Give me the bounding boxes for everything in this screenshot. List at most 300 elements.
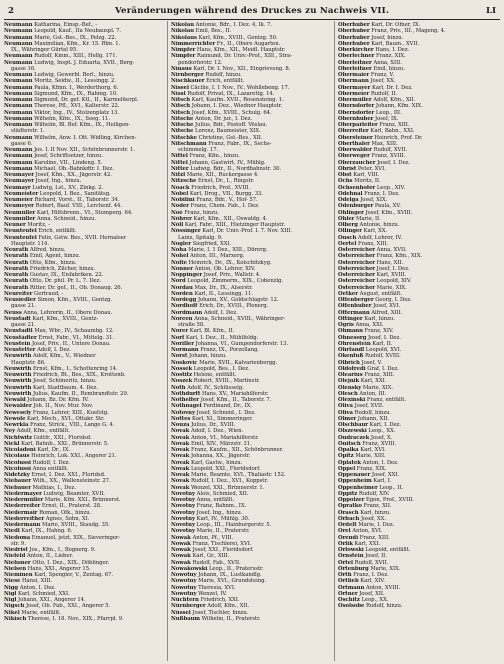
entry-surname: Okenfuß <box>338 353 364 360</box>
entry-surname: Neuss <box>4 309 22 316</box>
entry-surname: Noha <box>171 247 187 253</box>
entry-details: Karl, hinzu. <box>360 509 391 516</box>
entry-details: Karl, Hilfsbrenn., VI., Stumperg. 64. <box>36 209 133 216</box>
entry-details: Josef, Kfm., II., Taborstr. 7. <box>200 397 272 403</box>
entry-surname: Nowotny <box>171 584 197 591</box>
entry-surname: Nitsch <box>171 109 191 116</box>
entry-surname: Ödenburger <box>338 203 374 210</box>
entry-details: Franz, XII. <box>363 503 392 510</box>
entry-details: Marie, entfällt. <box>21 609 61 616</box>
entry-surname: Obernhuber <box>338 115 374 122</box>
entry-surname: Nickl <box>4 440 20 447</box>
entry-details: Erich, Dr., XVIII., Plenerg. <box>199 303 269 310</box>
entry-details: Rudolf, XIV. <box>358 490 390 497</box>
entry-details: Karl, hinzu. <box>364 315 395 322</box>
entry-details: Josef, I. Dez. <box>377 159 411 166</box>
entry-details: Karl, Dr. Ofner, IX. <box>371 22 421 28</box>
entry-details: Anton, VI., Mariahilferstr. <box>190 434 259 441</box>
entry-surname: Nissel <box>171 84 189 91</box>
entry-details: Johann, Gastwirt, IV., Mühlg. <box>189 159 266 166</box>
entry-surname: Nössinger <box>171 228 201 235</box>
entry-surname: Nitsche <box>171 115 194 122</box>
entry-details: Max, Wbr., IV., Schaumbg. 12. <box>34 328 114 335</box>
entry-surname: Ortmann <box>338 584 365 591</box>
entry-details: Franz, XIV. <box>364 328 394 335</box>
entry-surname: Ogris <box>338 322 354 328</box>
entry-details: August, entfällt. <box>359 290 403 297</box>
entry-surname: Nissl <box>171 90 186 97</box>
entry-surname: Offenhuber <box>338 303 372 310</box>
entry-details: Karl, Mech., XVI., Ottakr. Str. <box>27 415 105 422</box>
entry-details: Marie, Kfm. XXI., Brünnerst. <box>44 497 121 503</box>
entry-surname: Oberhuber <box>338 22 370 28</box>
entry-details: Emil, Agent, hinzu. <box>29 253 81 260</box>
entry-details: Felix, Gstw. Bes., XVII. Hernalser <box>38 234 127 241</box>
entry-surname: Oberthaler <box>338 140 370 147</box>
entry-details: Hans, I. Dez. <box>375 47 410 53</box>
entry-surname: Neumann <box>4 28 33 35</box>
entry-details: Rudolf, hinzu. <box>354 409 392 416</box>
entry-surname: Niebauer <box>4 484 31 491</box>
entry-surname: Ortenburg <box>338 565 369 572</box>
entry-surname: Newald <box>4 397 26 403</box>
entry-details: Josef, Kfm., XX., Jägerstr. 42. <box>35 172 112 178</box>
entry-details: Karl, II. <box>372 340 393 347</box>
entry-surname: Neumayer <box>4 178 34 185</box>
entry-details: Hans, XV., Mariahilferstr. <box>201 390 269 397</box>
entry-surname: Orendi <box>338 534 359 541</box>
entry-details: Anton, Pf., VIII. <box>192 534 234 541</box>
entry-surname: Olensky <box>338 384 362 391</box>
entry-surname: Neumann <box>4 22 33 28</box>
entry-details: Franz, Strick., VIII., Lange G. 4. <box>29 422 115 428</box>
page-number-right: LI <box>485 6 496 16</box>
entry-surname: Nikel <box>4 609 20 616</box>
entry-surname: Olbrich <box>338 359 360 366</box>
entry-surname: Nürnberger <box>171 603 206 610</box>
entry-details: Rudolf, Kmm., XIII., Hellg. 171. <box>34 53 118 60</box>
entry-surname: Nikolau <box>171 28 195 35</box>
entry-details: Karl, Fabr., XIII., Hietzinger Hauptstr. <box>184 222 285 228</box>
entry-surname: Nicoladoni <box>4 447 36 453</box>
entry-surname: Novotny <box>171 528 196 535</box>
entry-details: Raimund, Dr. Univ.-Prof., XIII., Stra- <box>196 53 292 60</box>
entry-surname: Nowak <box>171 553 191 560</box>
entry-details: Marie, XVI., Grundsteing. <box>198 578 267 585</box>
entry-details: Franz, Bahnm., IX. <box>196 503 247 510</box>
entry-surname: Noack <box>171 184 190 191</box>
entry-details: Karl, Kfm., XVIII., Gentz- <box>32 315 99 322</box>
entry-surname: Obrist <box>338 165 357 172</box>
entry-surname: Neumayer <box>4 172 34 178</box>
entry-surname: Oberzaucher <box>338 159 376 166</box>
entry-details: Franz, XVIII. <box>371 153 406 160</box>
entry-surname: Novak <box>171 478 190 485</box>
entry-details: Rudolf, XVIII. <box>364 353 401 360</box>
entry-surname: Önsch <box>338 234 357 241</box>
entry-surname: Oppolzer <box>338 497 365 503</box>
entry-surname: Norden <box>171 290 193 297</box>
entry-surname: Neustadt <box>4 315 31 322</box>
entry-surname: Norer <box>171 328 189 335</box>
entry-surname: Neumann <box>4 103 33 110</box>
entry-surname: Neuner <box>4 222 26 228</box>
entry-surname: Noé <box>171 209 183 216</box>
entry-details: Karl, XVIII. <box>376 272 407 278</box>
entry-surname: Nimpfer <box>171 47 196 53</box>
entry-surname: Novotny <box>171 503 196 510</box>
entry-details: Graf, I. Dez. <box>367 365 399 372</box>
entry-details: Moritz, - <box>27 222 50 228</box>
entry-details: Franz, I. Dez. <box>364 190 400 197</box>
entry-details: Anna, Schneid., XVIII., Währinger- <box>194 315 286 322</box>
entry-surname: Neumann <box>4 134 33 141</box>
entry-surname: Oberkircher <box>338 47 374 53</box>
entry-details: Julius, Kaufm. II., Rembrandtstr. 29. <box>32 390 129 397</box>
entry-details: Josef, XIX. <box>360 197 388 203</box>
entry-surname: Obermayer <box>338 84 371 91</box>
entry-details: Ernst, Dr., I., Ringstr. <box>197 178 255 185</box>
entry-surname: Nitsche <box>171 122 194 128</box>
entry-details: Julius, Dr., XVIII. <box>191 422 236 428</box>
entry-details: Helene, entfällt. <box>193 372 237 378</box>
entry-surname: Nowotny <box>171 590 197 597</box>
entry-surname: Ortlieb <box>338 578 359 585</box>
entry-details: Hans, XXI., Angerer 15. <box>27 565 91 572</box>
entry-surname: Nittel <box>171 159 188 166</box>
entry-surname: Nordau <box>171 284 193 291</box>
entry-details: Franz, Priv., III., Mageng. 4. <box>371 28 446 35</box>
entry-details: Leopold, Kauf., IIa Neubauspl. 7. <box>34 28 122 35</box>
entry-details: Josef, Ing., hinzu. <box>196 509 243 516</box>
entry-surname: Nicolaus <box>4 453 30 460</box>
entry-surname: Orlik <box>338 540 353 547</box>
entry-surname: Noskovic <box>171 359 198 366</box>
entry-surname: Österreicher <box>338 284 376 291</box>
entry-details: Leopold, Zimmerm., XIX., Cobenzlg. <box>187 278 284 285</box>
entry-surname: Neumann <box>4 90 33 97</box>
entry-details: Ernst, Kfm., I., Schottenring 14. <box>32 365 118 372</box>
entry-details: gasse 6. <box>11 140 33 147</box>
entry-surname: Nobel <box>171 190 189 197</box>
entry-details: Wilhelm, Bl. Bef. Kfm., IX., Heiligen- <box>34 122 131 128</box>
entry-details: Adolf, Kfm., XII. <box>207 603 250 610</box>
entry-details: Richard, Vorst., II., Taborstr. 34. <box>34 197 120 203</box>
entry-surname: Nigsch <box>4 603 25 610</box>
entry-details: Anton, XVI. <box>352 528 383 535</box>
entry-details: Wilhelm, Anw. I. Ott. Widling, Kirchen- <box>34 134 137 141</box>
entry-surname: Neumann <box>4 78 33 85</box>
entry-surname: Obermeier <box>338 90 370 97</box>
entry-details: Leop., XX. <box>361 597 389 603</box>
entry-details: Viktor, Ing., IV., Stolzenplatz 13. <box>34 109 119 116</box>
entry-surname: Offenberger <box>338 297 374 303</box>
entry-details: Roman, Ofk., hinzu. <box>39 509 92 516</box>
entry-details: Franz, Fabr., IX., Sechs- <box>208 140 272 147</box>
entry-surname: Nigl <box>4 597 17 603</box>
entry-details: Paula, XV. <box>374 203 401 210</box>
entry-details: Franz, hinzu. <box>184 209 219 216</box>
entry-details: Hauptstr. 86. <box>11 359 46 366</box>
entry-details: Georg, I. Dez. <box>375 297 412 303</box>
entry-details: Julius, Bdr., Postoff. Vöslau. <box>195 122 268 128</box>
entry-details: Erich, entfällt. <box>206 78 245 85</box>
entry-details: Johanna, VI., Gumpendorferstr. 13. <box>195 340 289 347</box>
entry-details: Gottfr., XXI., Floridsd. <box>33 434 92 441</box>
entry-surname: Nordmann <box>171 309 203 316</box>
entry-surname: Oberhuber <box>338 40 370 47</box>
entry-details: Sigmund, Kfm., IX., Rahmg. 10. <box>34 90 118 97</box>
entry-details: Anton, II., Lieber. <box>26 553 74 560</box>
entry-surname: Neurath <box>4 265 29 272</box>
entry-details: Karl, I. <box>373 478 392 485</box>
entry-surname: Oberhuber <box>338 28 370 35</box>
entry-surname: Niese <box>4 578 21 585</box>
entry-surname: Obersteiner <box>338 134 373 141</box>
entry-surname: Nostitz <box>171 372 192 378</box>
entry-surname: Ochs <box>338 178 353 185</box>
entry-surname: Neustetter <box>4 347 36 353</box>
entry-surname: Neumann <box>4 115 33 122</box>
entry-surname: Neumann <box>4 97 33 103</box>
entry-surname: Nimmerrichter <box>171 40 216 47</box>
entry-details: Lainz, Spitalg. 9. <box>178 234 223 241</box>
entry-details: schimmelg. 17. <box>178 147 219 153</box>
entry-details: Leop., II. <box>379 484 403 491</box>
entry-details: Rudolf, Privat, IX., Lazarettg. 14. <box>187 90 275 97</box>
entry-surname: Newrkla <box>4 422 29 428</box>
entry-surname: Neurath <box>4 247 29 253</box>
entry-details: Franz, XIII. <box>359 534 390 541</box>
entry-details: Karoline, VII., Lindeng. 5. <box>34 159 103 166</box>
entry-surname: Nowakowski <box>171 565 208 572</box>
entry-surname: Ohnesorg <box>338 334 367 341</box>
entry-details: Leop., XX. <box>368 428 396 435</box>
entry-details: straße 58. <box>178 322 205 328</box>
entry-details: Johanna, XX., Jägerstr. <box>190 453 251 460</box>
entry-surname: Novak <box>171 465 190 472</box>
entry-surname: Obermann <box>338 78 369 85</box>
entry-details: Hans, XII. <box>376 259 404 266</box>
entry-surname: Oberlechner <box>338 53 375 60</box>
entry-surname: Niedl <box>4 528 20 535</box>
entry-details: Hans, Kfm., XII., Meidl. Hauptstr. <box>196 47 286 53</box>
entry-surname: Neuwirth <box>4 384 32 391</box>
entry-details: Rudolf, XVII. <box>354 559 389 566</box>
entry-details: Anton, III., Marxerg. <box>190 253 245 260</box>
entry-details: Franz, Chem. Fab., I. Dez. <box>190 203 260 210</box>
entry-surname: Niebauer <box>4 478 31 485</box>
entry-surname: Odelga <box>338 197 359 203</box>
entry-surname: Österreicher <box>338 253 376 260</box>
entry-surname: Nolte <box>171 259 187 266</box>
entry-details: Josef, XXI., Floridsdorf. <box>192 547 254 553</box>
entry-details: Karl, Dr. I. Nov., XII., Eingrieveng. 8. <box>193 65 291 72</box>
entry-details: Johann, Bz. Dr. Kfm. IV. <box>27 397 89 403</box>
entry-details: Josef, XXI. <box>371 472 399 478</box>
entry-details: Anna, Lehrerin, II., Obere Donau. <box>23 309 113 316</box>
entry-surname: Nieminen <box>4 572 33 578</box>
entry-surname: Orbach <box>338 515 360 522</box>
entry-surname: Olszewski <box>338 428 367 435</box>
entry-surname: Neumann <box>4 40 33 47</box>
entry-surname: Oberwalder <box>338 147 372 153</box>
entry-surname: Opalka <box>338 447 359 453</box>
page-header <box>0 6 504 18</box>
entry-details: Wilhelm, Kfm., IX., Seeg. 11. <box>34 115 110 122</box>
entry-details: Alfred, XIII. <box>371 309 403 316</box>
entry-details: Karl, Dr., IX. <box>37 447 71 453</box>
entry-surname: Oppenheimer <box>338 484 378 491</box>
entry-details: Rudolf, I. Dez., XVI., Koppstr. <box>190 478 268 485</box>
entry-details: Gustav, IX., Eisfabriken. 22. <box>29 272 104 278</box>
entry-details: Peter, XVI. <box>357 165 386 172</box>
entry-details: Leop., III. <box>375 109 402 116</box>
entry-surname: Nidetzky <box>4 472 30 478</box>
column-divider <box>334 21 335 661</box>
entry-details: Therese, I. 18. Nov., XIX., Pfarrpl. 9. <box>27 615 124 622</box>
entry-details: Josef, XVII. <box>354 403 384 410</box>
entry-details: Franz, Kaufm., XII., Schönbrunner. <box>190 447 284 453</box>
entry-details: Franz, I. Dez. <box>353 572 389 578</box>
entry-surname: Nottes <box>171 415 191 422</box>
entry-surname: Ohmann <box>338 328 363 335</box>
entry-surname: Neumann <box>4 84 33 91</box>
entry-surname: Newesely <box>4 409 32 416</box>
entry-details: Ritter, Dr. gef., II., Ob. Donaug. 26. <box>29 284 123 291</box>
entry-details: Josef, Priv., II., Untere Donau. <box>31 340 111 347</box>
entry-details: Karl, VIII. <box>353 172 380 178</box>
entry-surname: Nittel <box>171 153 188 160</box>
entry-surname: Niedoma <box>4 534 31 541</box>
entry-surname: Nordegg <box>171 297 197 303</box>
directory-entry <box>338 603 498 609</box>
entry-surname: Nikisch <box>4 615 27 622</box>
entry-surname: Nossek <box>171 365 193 372</box>
entry-surname: Ohrfandl <box>338 347 365 353</box>
entry-details: Johann, Kfm. XIX. <box>375 103 423 110</box>
entry-details: Franz, Kfm., XIX. <box>376 253 423 260</box>
entry-details: Marie, I. 1 Dez., XIII., Dürerg. <box>188 247 268 253</box>
entry-surname: Normann <box>171 347 199 353</box>
entry-surname: Nowak <box>171 534 191 541</box>
entry-surname: Novotny <box>171 497 196 503</box>
entry-details: Adolf, Kfm., entfällt. <box>16 428 70 435</box>
entry-surname: Novak <box>171 484 190 491</box>
entry-details: Anton, I. Dez. <box>19 584 56 591</box>
entry-surname: Novotny <box>171 509 196 516</box>
entry-surname: Nothnagel <box>171 403 202 410</box>
entry-surname: Österreicher <box>338 278 376 285</box>
entry-surname: Nüssel <box>171 609 191 616</box>
entry-column-middle <box>171 22 331 660</box>
entry-details: Emil, hinzu. <box>373 65 405 72</box>
entry-surname: Nitzl <box>171 172 186 178</box>
entry-surname: Neumeier <box>4 197 33 203</box>
entry-details: Karl, XXI. <box>360 378 387 385</box>
entry-details: Franz, XIII. <box>379 122 410 128</box>
entry-surname: Oetker <box>338 290 358 297</box>
entry-details: Karl, Gr., XIII. <box>192 553 230 560</box>
entry-surname: Onitsch <box>338 440 361 447</box>
entry-details: Josef, Kfm., XVIII. <box>365 209 413 216</box>
entry-surname: Notovny <box>171 409 196 416</box>
entry-surname: Ortel <box>338 559 353 566</box>
entry-details: Johann, hinzu. <box>189 353 227 360</box>
entry-surname: Niedermayer <box>4 490 42 497</box>
entry-surname: Nigl <box>4 590 17 597</box>
entry-details: Simon, Kfm., XVIII., Gentzg. <box>37 297 113 303</box>
entry-details: Marie, II., Praterstr. <box>196 528 250 535</box>
entry-surname: Novak <box>171 434 190 441</box>
entry-details: Friedrich, XXI. <box>200 597 240 603</box>
entry-surname: Obermaier <box>338 72 370 78</box>
entry-surname: Nonner <box>171 265 193 272</box>
entry-details: Katharina, Einsp.-Bef., - <box>34 22 98 28</box>
entry-details: Karl, Kfm., XII., Oswaldg. 4. <box>193 215 268 222</box>
entry-surname: Norst <box>171 353 188 360</box>
entry-surname: Niefeld <box>4 553 26 560</box>
entry-details: Erich, entfällt. <box>38 228 77 235</box>
entry-details: Franz, XVIII. <box>362 440 397 447</box>
entry-details: Karl, Baum., XVII. <box>371 40 420 47</box>
entry-surname: Novak <box>171 453 190 460</box>
entry-details: Mathias, I., Dez. <box>32 484 76 491</box>
entry-details: Emil, Bes., II. <box>195 28 232 35</box>
entry-surname: Nowotny <box>171 578 197 585</box>
entry-surname: Ondraczek <box>338 434 370 441</box>
entry-surname: Oberleitner <box>338 59 372 66</box>
entry-surname: Nicolussi <box>4 465 32 472</box>
entry-details: Anna, XXI. <box>355 322 384 328</box>
entry-surname: Neumann <box>4 153 33 160</box>
entry-details: Karl, XX. <box>363 228 388 235</box>
entry-details: Karl, Bl. Kfm., II. <box>189 328 235 335</box>
entry-surname: Neurath <box>4 259 29 266</box>
entry-details: Karl, I. Dez. <box>369 422 402 428</box>
entry-details: Moritz, Seidw., II., Lessingg. 2. <box>34 78 117 85</box>
entry-surname: Nobilini <box>171 197 195 203</box>
entry-surname: Nischkauer <box>171 78 205 85</box>
entry-details: Josef, II. <box>365 553 387 560</box>
entry-surname: Neumann <box>4 165 33 172</box>
entry-surname: Olearius <box>338 372 363 378</box>
entry-details: Heinrich, Lok. XXI., Angerer 21. <box>31 453 117 460</box>
entry-details: Marie, XVIII., Staudg. 35. <box>41 522 110 528</box>
entry-surname: Neustein <box>4 340 31 347</box>
entry-surname: Newole <box>4 415 26 422</box>
entry-details: Karl, Stadtbaum. 4. Dez. <box>32 384 98 391</box>
entry-details: gasse 21. <box>11 303 36 310</box>
entry-details: Karl, Schmied, XXI. <box>18 590 70 597</box>
entry-details: Anton, Dr. jur., I. Dez. <box>195 115 253 122</box>
entry-details: Siegfried, XXI. <box>192 240 232 247</box>
entry-details: Karl, Dr. I. Dez. <box>371 84 413 91</box>
entry-surname: Neureiter <box>4 290 33 297</box>
entry-details: Karl, I. Dez., II., Mühlfeldg. <box>185 334 259 341</box>
entry-surname: Oliva <box>338 403 353 410</box>
entry-surname: Ornstein <box>338 553 364 560</box>
entry-surname: Newalder <box>4 403 32 410</box>
entry-details: Max, Dr., IX., Alserstr. <box>194 284 253 291</box>
entry-details: Wilh., XX., Wallensteinstr. 27. <box>32 478 111 485</box>
entry-surname: Novotny <box>171 522 196 528</box>
entry-details: Adolf, IV., Schlüsselg. <box>187 384 244 391</box>
entry-details: Maximilian, Kfm., Kr. 15. Rlm. 1. <box>34 40 121 47</box>
entry-surname: Nohel <box>171 253 189 260</box>
entry-surname: Novotny <box>171 515 196 522</box>
entry-details: Josef, hinzu. <box>371 34 404 41</box>
